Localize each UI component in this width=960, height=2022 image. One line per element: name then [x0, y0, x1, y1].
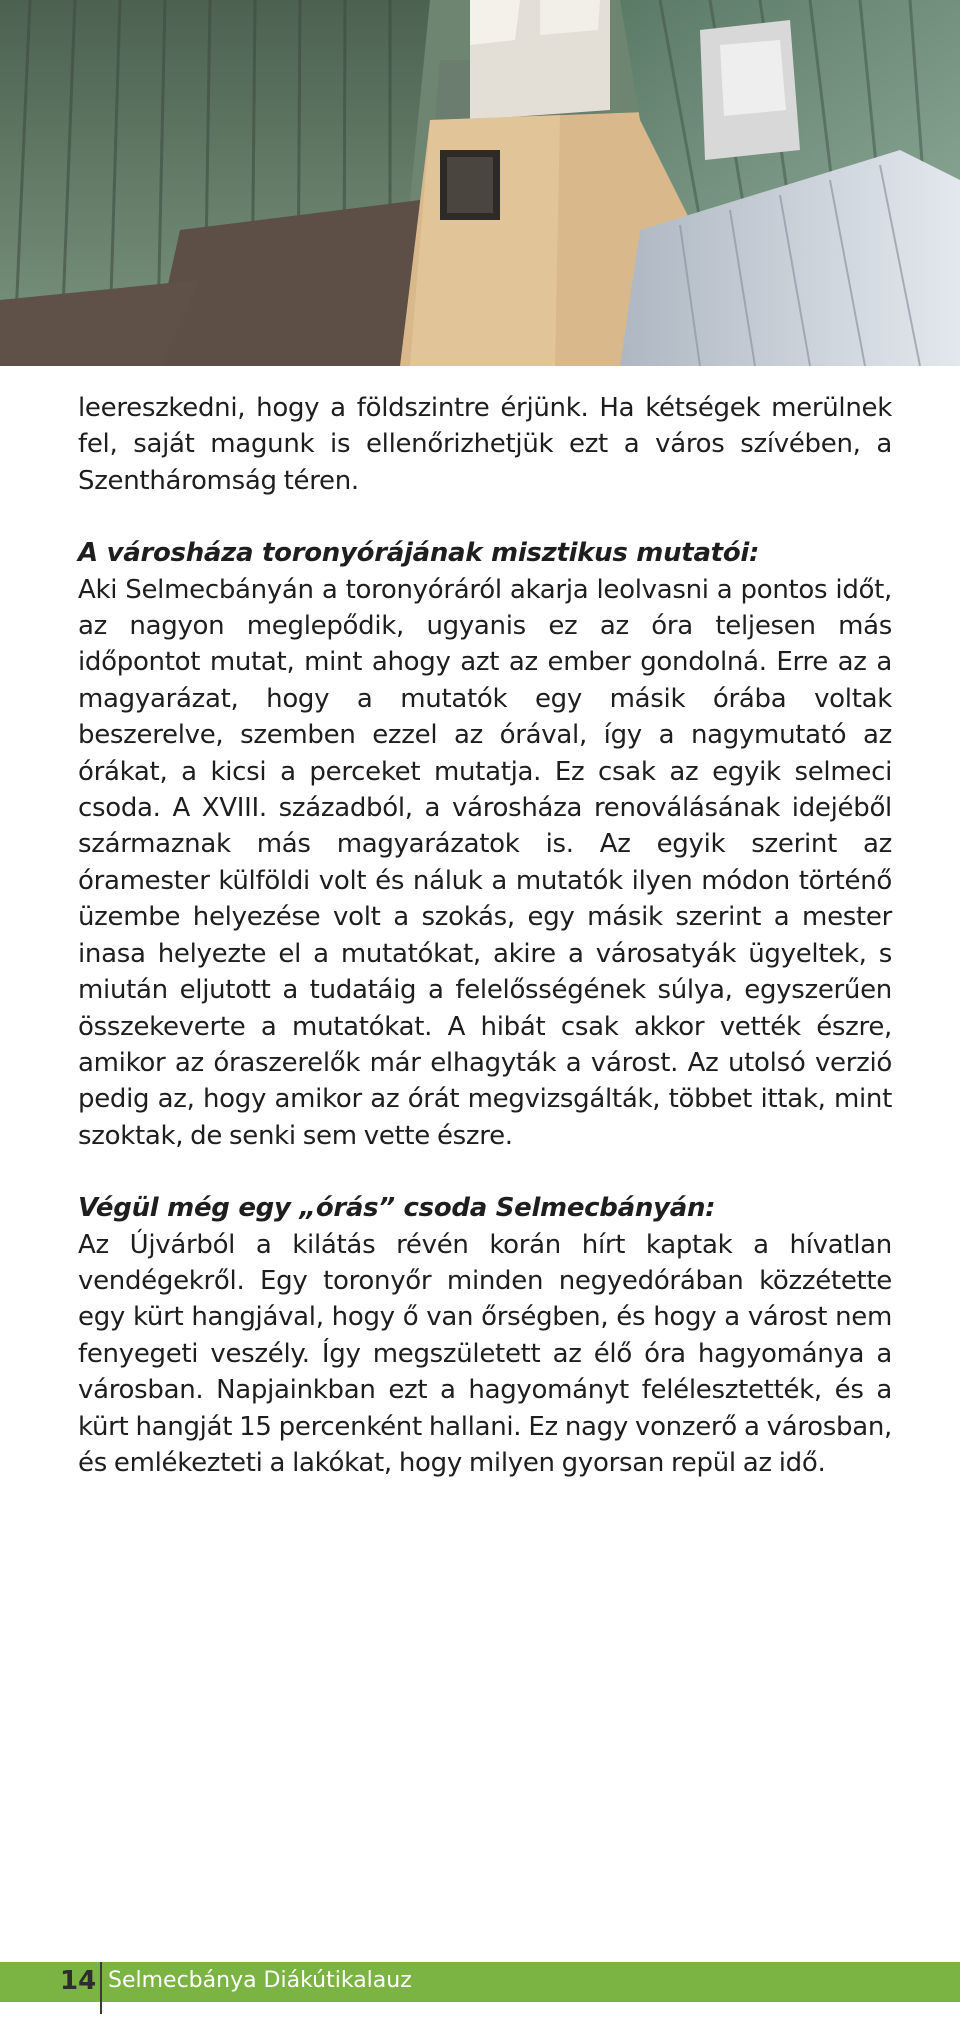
section-body-living-clock: Az Újvárból a kilátás révén korán hírt kaptak a hívatlan vendégekről. Egy toronyőr minden negyedórában közzétette egy kürt hangjával, hogy ő van őrségben, és hogy a várost nem fenyegeti veszély. Így megszületett az élő óra hagyománya a városban. Napjainkban ezt a hagyományt felélesztették, és a kürt hangját 15 percenként hallani. Ez nagy vonzerő a városban, és emlékezteti a lakókat, hogy milyen gyorsan repül az idő.: [78, 1229, 892, 1478]
page-footer: [0, 1962, 960, 2002]
article-body: [78, 390, 892, 1481]
rooftops-photo: [0, 0, 960, 366]
section-heading-living-clock: Végül még egy „órás” csoda Selmecbányán:: [78, 1193, 716, 1224]
intro-paragraph: leereszkedni, hogy a földszintre érjünk. Ha kétségek merülnek fel, saját magunk is ellenőrizhetjük ezt a város szívében, a Szentháromság téren.: [78, 393, 892, 496]
page-number: 14: [60, 1966, 97, 1996]
section-heading-clock-hands: A városháza toronyórájának misztikus mutatói:: [78, 538, 760, 569]
footer-title: Selmecbánya Diákútikalauz: [108, 1968, 412, 1993]
section-body-clock-hands: Aki Selmecbányán a toronyóráról akarja leolvasni a pontos időt, az nagyon meglepődik, ugyanis ez az óra teljesen más időpontot mutat, mint ahogy azt az ember gondolná. Erre az a magyarázat, hogy a mutatók egy másik órába voltak beszerelve, szemben ezzel az órával, így a nagymutató az órákat, a kicsi a perceket mutatja. Ez csak az egyik selmeci csoda. A XVIII. századból, a városháza renoválásának idejéből származnak más magyarázatok is. Az egyik szerint az óramester külföldi volt és náluk a mutatók ilyen módon történő üzembe helyezése volt a szokás, egy másik szerint a mester inasa helyezte el a mutatókat, akire a városatyák ügyeltek, s miután eljutott a tudatáig a felelősségének súlya, egyszerűen összekeverte a mutatókat. A hibát csak akkor vették észre, amikor az óraszerelők már elhagyták a várost. Az utolsó verzió pedig az, hogy amikor az órát megvizsgálták, többet ittak, mint szoktak, de senki sem vette észre.: [78, 574, 892, 1151]
footer-divider: [100, 1962, 102, 2014]
